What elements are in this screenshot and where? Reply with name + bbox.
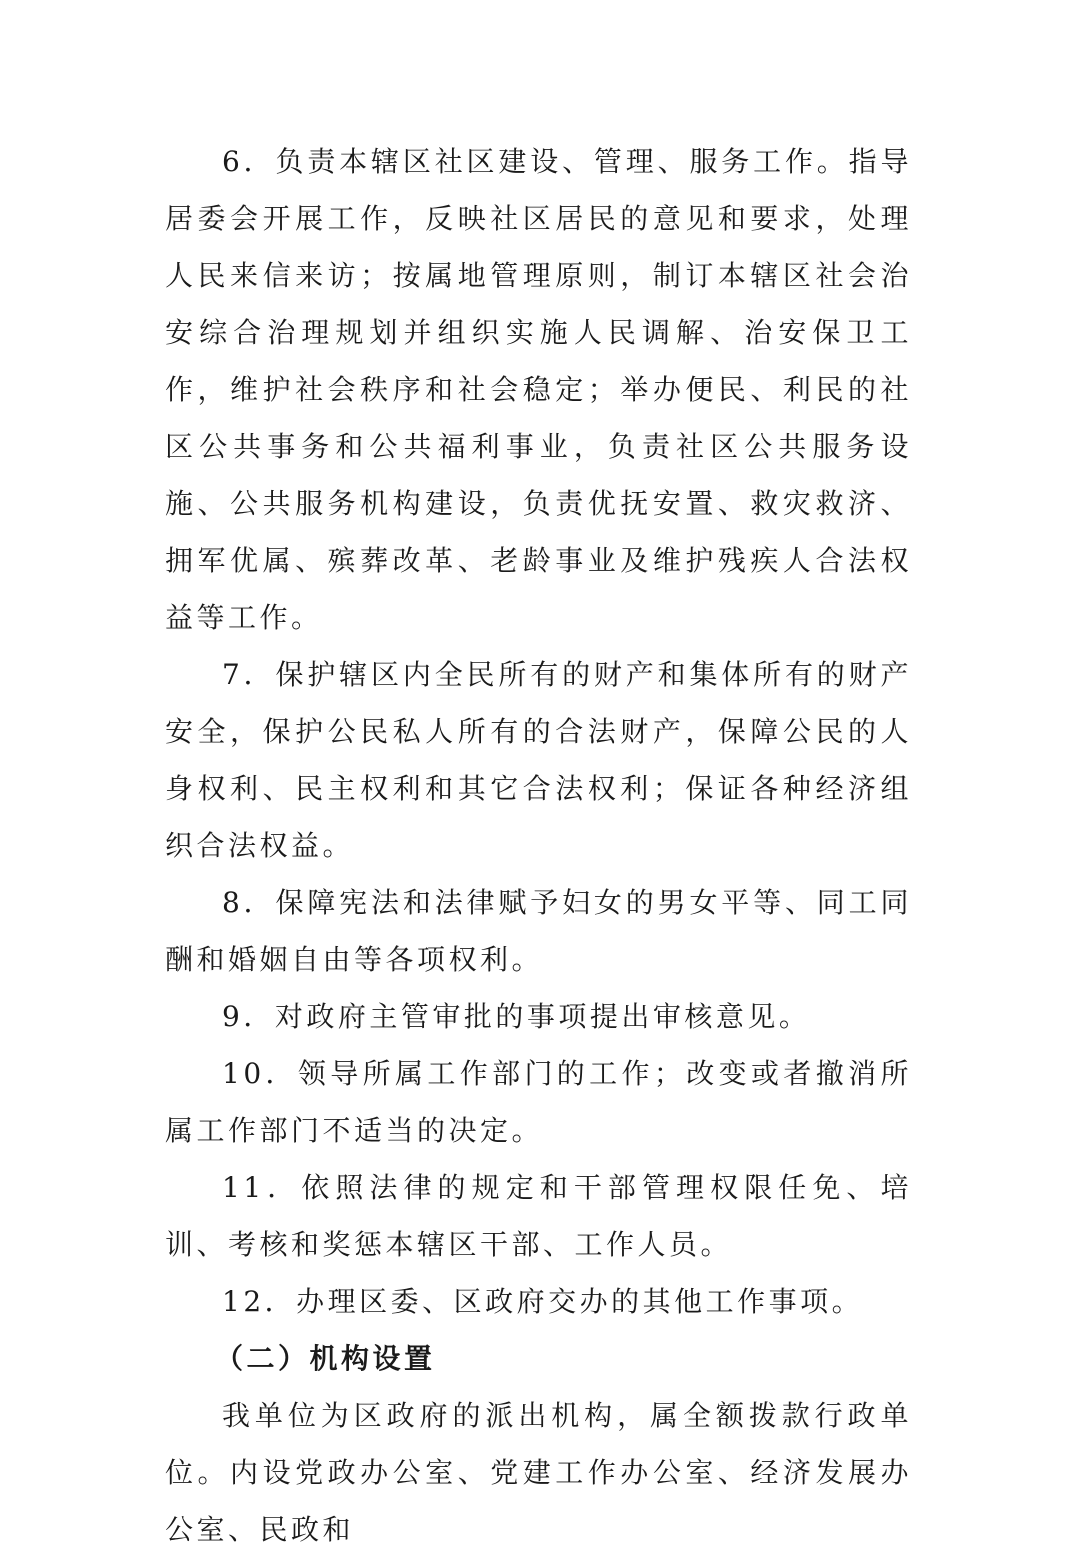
paragraph-item-7: 7．保护辖区内全民所有的财产和集体所有的财产安全，保护公民私人所有的合法财产，保障公民的人身权利、民主权利和其它合法权利；保证各种经济组织合法权益。 xyxy=(165,658,912,862)
paragraph-item-6: 6．负责本辖区社区建设、管理、服务工作。指导居委会开展工作，反映社区居民的意见和要求，处理人民来信来访；按属地管理原则，制订本辖区社会治安综合治理规划并组织实施人民调解、治安保卫工作，维护社会秩序和社会稳定；举办便民、利民的社区公共事务和公共福利事业，负责社区公共服务设施、公共服务机构建设，负责优抚安置、救灾救济、拥军优属、殡葬改革、老龄事业及维护残疾人合法权益等工作。 xyxy=(165,145,912,634)
paragraph-item-8: 8．保障宪法和法律赋予妇女的男女平等、同工同酬和婚姻自由等各项权利。 xyxy=(165,886,912,976)
paragraph-item-11: 11．依照法律的规定和干部管理权限任免、培训、考核和奖惩本辖区干部、工作人员。 xyxy=(165,1171,912,1261)
paragraph-organization: 我单位为区政府的派出机构，属全额拨款行政单位。内设党政办公室、党建工作办公室、经济发展办公室、民政和 xyxy=(165,1399,912,1546)
section-heading: （二）机构设置 xyxy=(215,1342,436,1375)
document-body xyxy=(165,133,912,1558)
paragraph-item-10: 10．领导所属工作部门的工作；改变或者撤消所属工作部门不适当的决定。 xyxy=(165,1057,912,1147)
paragraph-item-9: 9．对政府主管审批的事项提出审核意见。 xyxy=(222,1000,811,1033)
paragraph-item-12: 12．办理区委、区政府交办的其他工作事项。 xyxy=(222,1285,864,1318)
